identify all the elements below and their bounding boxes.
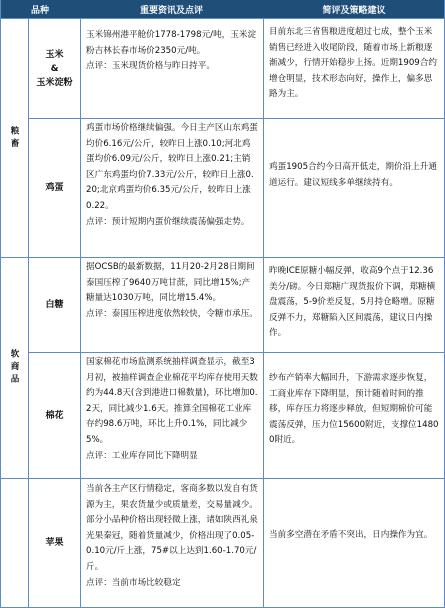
commodity-apple: 苹果 [45,538,64,548]
news-sugar-text: 据OCSB的最新数据，11月20-2月28日期间泰国压榨了9640万吨甘蔗，同比增15%;产糖量达1030万吨，同比增15.4%。 [86,262,255,304]
advice-corn: 目前东北三省售粮进度超过七成，整个玉米销售已经进入收尾阶段，随着市场上新粮逐渐减少，行情开始稳步上扬。近期1909合约增仓明显，技术形态向好，操作上，偏多思路为主。 [269,27,437,100]
commodity-cotton: 棉花 [45,410,64,421]
category-label-other [0,479,28,607]
news-corn [86,28,258,75]
category-label-grain-livestock: 粮畜 [9,125,19,151]
advice-cotton: 纱布产销率大幅回升，下游需求逐步恢复，工商业库存下降明显，预计随着时间的推移，库存压力将逐步释放，但短期棉价可能震荡反弹，压力位15600附近，支撑位14800附近。 [269,373,439,446]
news-apple-comment: 点评：当前市场比较稳定 [86,577,181,588]
commodity-eggs: 鸡蛋 [45,183,64,193]
news-cotton-text: 国家棉花市场监测系统抽样调查显示，截至3月初，被抽样调查企业棉花平均库存使用天数约为44.8天(含到港进口棉数量)，环比增加0.2天，同比减少1.6天。推算全国棉花工业库存约98.6万吨，环比上升0.1%，同比减少5%。 [86,357,258,445]
news-cotton-comment: 点评：工业库存同比下降明显 [86,450,198,461]
news-apple [86,482,258,591]
news-corn-comment: 点评：玉米现货价格与昨日持平。 [86,61,215,72]
header-news: 重要资讯及点评 [80,0,263,18]
news-sugar-comment: 点评：泰国压榨进度依然较快，令糖市承压。 [86,308,258,319]
news-eggs-text: 鸡蛋市场价格继续偏强。今日主产区山东鸡蛋均价6.16元/公斤，较昨日上涨0.10;河北鸡蛋均价6.09元/公斤，较昨日上涨0.21;主销区广东鸡蛋均价7.33元/公斤，较昨日上涨0.20;北京鸡蛋均价6.35元/公斤，较昨日上涨0.22。 [86,123,258,211]
news-eggs-comment: 点评：预计短期内蛋价继续震荡偏强走势。 [86,216,250,227]
news-apple-text: 当前各主产区行情稳定，客商多数以发自有货源为主，果农货量少或质量差，交易量减少。部分小品种价格出现轻微上涨，诸如陕西礼泉光果秦冠，随着货量减少，价格出现了0.05-0.10元/斤上涨，75#以上达到1.60-1.70元/斤。 [86,484,258,572]
news-corn-text: 玉米锦州港平舱价1778-1798元/吨，玉米淀粉吉林长春市场价2350元/吨。 [86,30,257,56]
news-sugar [86,260,258,322]
news-eggs [86,121,258,230]
advice-sugar: 昨晚ICE原糖小幅反弹，收高9个点于12.36美分/磅。今日郑糖广现货报价下调，郑糖横盘震荡，5-9价差反复，5月持仓略增。原糖反弹不力，郑糖陷入区间震荡，建议日内操作。 [269,266,436,339]
advice-eggs: 鸡蛋1905合约今日高开低走，期价沿上升通道运行。建议短线多单继续持有。 [269,162,437,188]
advice-apple: 当前多空潜在矛盾不突出，日内操作为宜。 [269,530,433,540]
commodity-sugar: 白糖 [45,300,64,310]
header-category: 品种 [0,0,80,18]
header-advice: 简评及策略建议 [263,0,445,18]
commodity-corn: 玉米 & 玉米淀粉 [36,49,73,88]
category-label-soft-commodities: 软商品 [9,349,19,387]
news-cotton [86,355,258,464]
